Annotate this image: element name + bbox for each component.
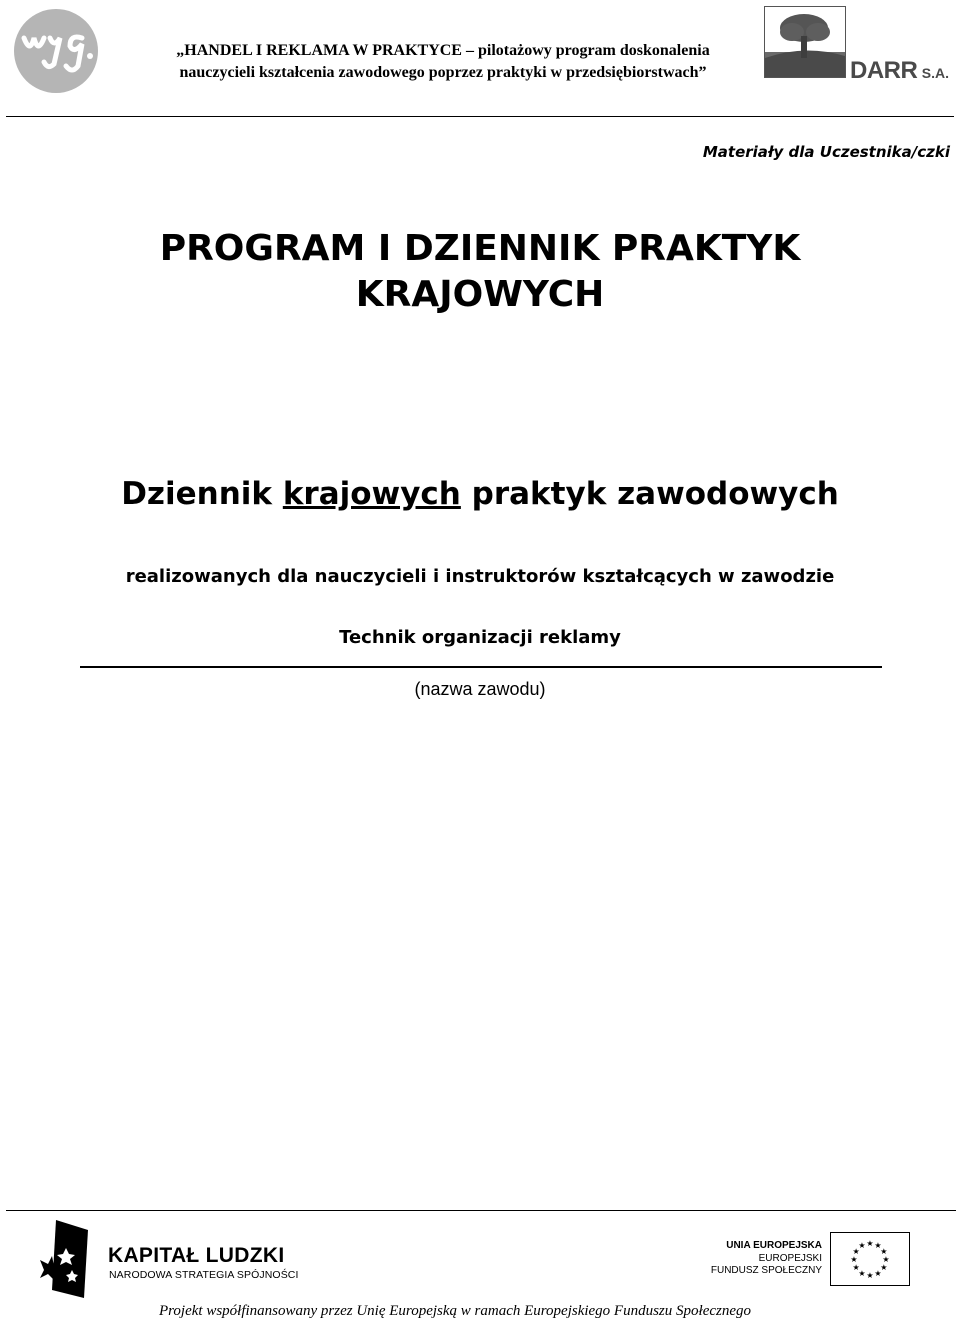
kapital-ludzki-title: KAPITAŁ LUDZKI: [108, 1244, 285, 1267]
eu-star: ★: [874, 1268, 882, 1278]
eu-flag-icon: [830, 1232, 910, 1286]
eu-star: ★: [850, 1255, 858, 1264]
audience-line: realizowanych dla nauczycieli i instruktorów kształcących w zawodzie: [125, 566, 835, 587]
eu-star: ★: [866, 1271, 874, 1280]
eu-star: ★: [866, 1239, 874, 1248]
footer-divider: [6, 1210, 956, 1211]
profession-underline: [80, 666, 882, 668]
eu-star: ★: [880, 1247, 888, 1256]
cofinancing-note: Projekt współfinansowany przez Unię Europejską w ramach Europejskiego Funduszu Społecznego: [158, 1303, 752, 1319]
main-title-line-2: KRAJOWYCH: [355, 274, 605, 315]
eu-star: ★: [852, 1263, 860, 1272]
kapital-ludzki-logo-icon: [36, 1218, 92, 1300]
eu-star: ★: [852, 1247, 860, 1256]
eu-label-line-1: UNIA EUROPEJSKA: [726, 1240, 822, 1251]
eu-star: ★: [874, 1241, 882, 1251]
project-title-line-1: „HANDEL I REKLAMA W PRAKTYCE – pilotażowy program doskonalenia: [176, 42, 710, 59]
darr-tree-logo: [764, 6, 846, 78]
eu-label-line-2: EUROPEJSKI: [758, 1252, 822, 1264]
eu-star: ★: [858, 1241, 866, 1251]
diary-subtitle: [0, 474, 960, 514]
eu-star: ★: [880, 1263, 888, 1272]
main-title: [0, 226, 960, 318]
participant-label: Materiały dla Uczestnika/czki: [702, 143, 950, 161]
darr-logo-text: [850, 57, 949, 85]
darr-logo-name: DARR: [850, 57, 918, 84]
eu-star: ★: [858, 1268, 866, 1278]
eu-label-line-3: FUNDUSZ SPOŁECZNY: [710, 1265, 822, 1276]
profession-name: Technik organizacji reklamy: [339, 627, 621, 648]
subtitle-part-1: Dziennik: [121, 476, 273, 512]
subtitle-part-2: praktyk zawodowych: [471, 476, 839, 512]
subtitle-underlined-word: krajowych: [282, 476, 461, 512]
eu-star: ★: [882, 1255, 890, 1264]
main-title-line-1: PROGRAM I DZIENNIK PRAKTYK: [159, 228, 801, 269]
project-title: [108, 40, 778, 84]
eu-fund-label: [690, 1240, 822, 1278]
kapital-ludzki-subtitle: NARODOWA STRATEGIA SPÓJNOŚCI: [109, 1269, 299, 1281]
header-divider: [6, 116, 954, 117]
wyg-logo: [10, 8, 102, 94]
project-title-line-2: nauczycieli kształcenia zawodowego poprzez praktyki w przedsiębiorstwach”: [179, 64, 707, 81]
darr-logo-suffix: S.A.: [921, 65, 950, 81]
profession-caption: (nazwa zawodu): [414, 679, 546, 699]
